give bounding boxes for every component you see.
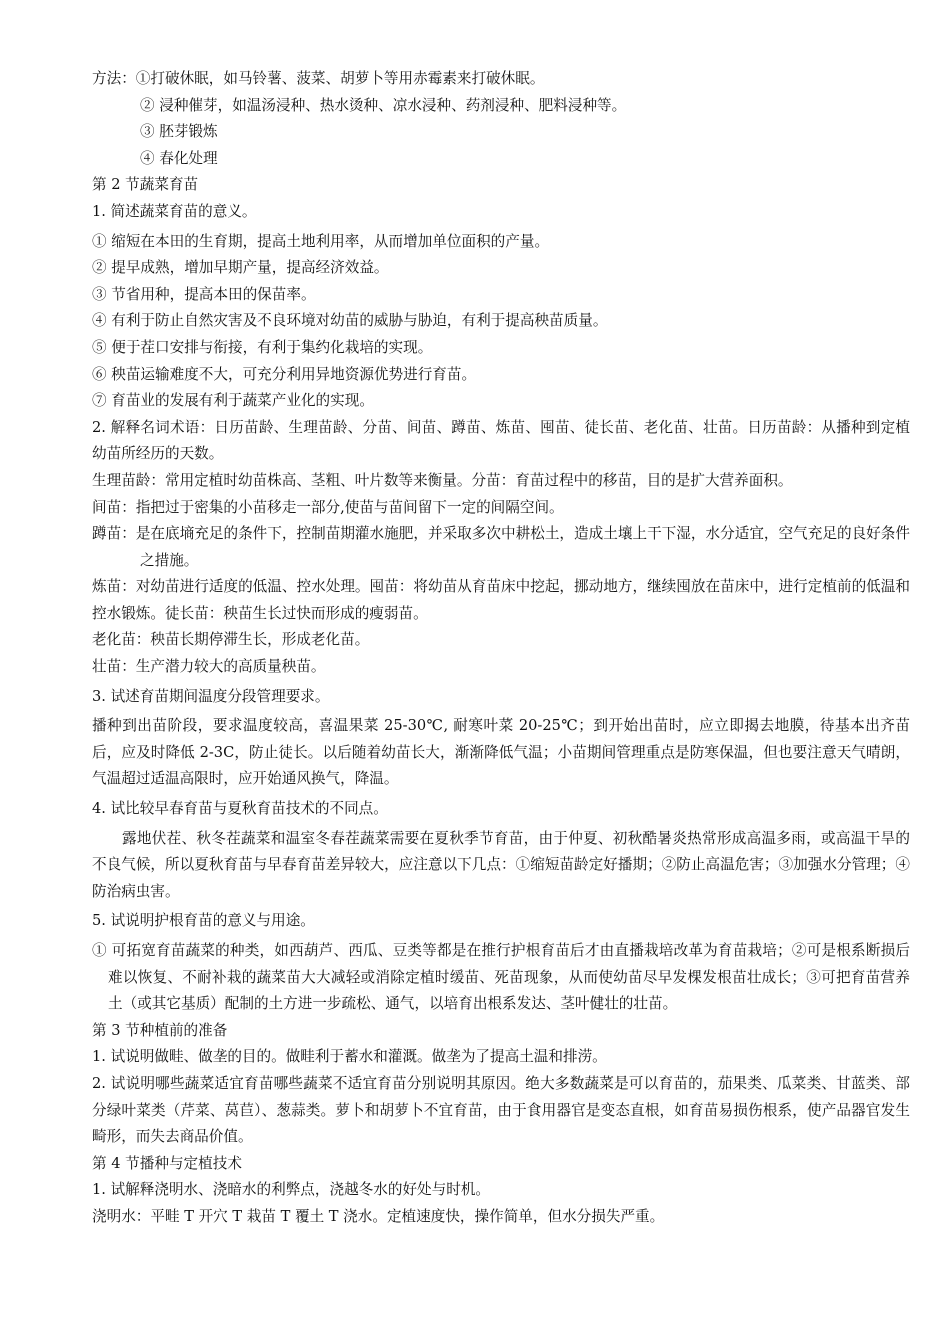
list-item: ① 缩短在本田的生育期，提高土地利用率，从而增加单位面积的产量。 [92,232,550,250]
definition: 壮苗：生产潜力较大的高质量秧苗。 [92,658,326,676]
question: 5. 试说明护根育苗的意义与用途。 [92,912,315,930]
question: 2. 解释名词术语：日历苗龄、生理苗龄、分苗、间苗、蹲苗、炼苗、囤苗、徒长苗、老化苗、壮苗。日历苗龄：从播种到定植幼苗所经历的天数。 [92,418,910,463]
question: 4. 试比较早春育苗与夏秋育苗技术的不同点。 [92,800,388,818]
list-item: ⑥ 秧苗运输难度不大，可充分利用异地资源优势进行育苗。 [92,365,477,383]
section-heading: 第 4 节播种与定植技术 [92,1154,242,1172]
definition: 蹲苗：是在底墒充足的条件下，控制苗期灌水施肥，并采取多次中耕松土，造成土壤上干下湿，水分适宜，空气充足的良好条件之措施。 [92,525,910,569]
text-line: ③ 胚芽锻炼 [140,123,218,141]
list-item: ④ 有利于防止自然灾害及不良环境对幼苗的威胁与胁迫，有利于提高秧苗质量。 [92,312,608,330]
answer-paragraph: 播种到出苗阶段，要求温度较高，喜温果菜 25-30℃, 耐寒叶菜 20-25℃；到开始出苗时，应立即揭去地膜，待基本出齐苗后，应及时降低 2-3C，防止徒长。以后随着幼苗长大，渐渐降低气温；小苗期间管理重点是防寒保温，但也要注意天气晴朗，气温超过适温高限时，应开始通风换气，降温。 [92,717,910,788]
list-item: ③ 节省用种，提高本田的保苗率。 [92,285,316,303]
text-line: ④ 春化处理 [140,149,218,167]
answer-paragraph: ① 可拓宽育苗蔬菜的种类，如西葫芦、西瓜、豆类等都是在推行护根育苗后才由直播栽培改革为育苗栽培；②可是根系断损后难以恢复、不耐补栽的蔬菜苗大大减轻或消除定植时缓苗、死苗现象，从而使幼苗尽早发棵发根苗壮成长；③可把育苗营养土（或其它基质）配制的土方进一步疏松、通气，以培育出根系发达、茎叶健壮的壮苗。 [92,942,910,1013]
definition: 生理苗龄：常用定植时幼苗株高、茎粗、叶片数等来衡量。分苗：育苗过程中的移苗，目的是扩大营养面积。 [92,471,793,489]
list-item: ② 提早成熟，增加早期产量，提高经济效益。 [92,259,389,277]
definition: 间苗：指把过于密集的小苗移走一部分,使苗与苗间留下一定的间隔空间。 [92,498,564,516]
list-item: ⑤ 便于茬口安排与衔接，有利于集约化栽培的实现。 [92,338,433,356]
question: 1. 简述蔬菜育苗的意义。 [92,202,257,220]
section-heading: 第 2 节蔬菜育苗 [92,176,199,194]
question: 3. 试述育苗期间温度分段管理要求。 [92,687,330,705]
definition: 老化苗：秧苗长期停滞生长，形成老化苗。 [92,631,370,649]
answer-paragraph: 2. 试说明哪些蔬菜适宜育苗哪些蔬菜不适宜育苗分别说明其原因。绝大多数蔬菜是可以育苗的，茄果类、瓜菜类、甘蓝类、部分绿叶菜类（芹菜、莴苣）、葱蒜类。萝卜和胡萝卜不宜育苗，由于食用器官是变态直根，如育苗易损伤根系，使产品器官发生畸形，而失去商品价值。 [92,1074,910,1146]
list-item: ⑦ 育苗业的发展有利于蔬菜产业化的实现。 [92,392,374,410]
text-line: ② 浸种催芽，如温汤浸种、热水烫种、凉水浸种、药剂浸种、肥料浸种等。 [140,96,627,114]
text-line: 方法：①打破休眠，如马铃薯、菠菜、胡萝卜等用赤霉素来打破休眠。 [92,70,545,87]
definition: 浇明水：平畦 T 开穴 T 栽苗 T 覆土 T 浇水。定植速度快，操作简单，但水分损失严重。 [92,1207,665,1225]
answer-paragraph: 露地伏茬、秋冬茬蔬菜和温室冬春茬蔬菜需要在夏秋季节育苗，由于仲夏、初秋酷暑炎热常形成高温多雨，或高温干旱的不良气候，所以夏秋育苗与早春育苗差异较大，应注意以下几点：①缩短苗龄定好播期；②防止高温危害；③加强水分管理；④防治病虫害。 [92,829,910,900]
question: 1. 试说明做畦、做垄的目的。做畦利于蓄水和灌溉。做垄为了提高土温和排涝。 [92,1048,607,1066]
question: 1. 试解释浇明水、浇暗水的利弊点，浇越冬水的好处与时机。 [92,1181,491,1199]
document-page [92,66,910,1231]
section-heading: 第 3 节种植前的准备 [92,1021,228,1039]
definition: 炼苗：对幼苗进行适度的低温、控水处理。囤苗：将幼苗从育苗床中挖起，挪动地方，继续囤放在苗床中，进行定植前的低温和控水锻炼。徒长苗：秧苗生长过快而形成的瘦弱苗。 [92,578,910,622]
